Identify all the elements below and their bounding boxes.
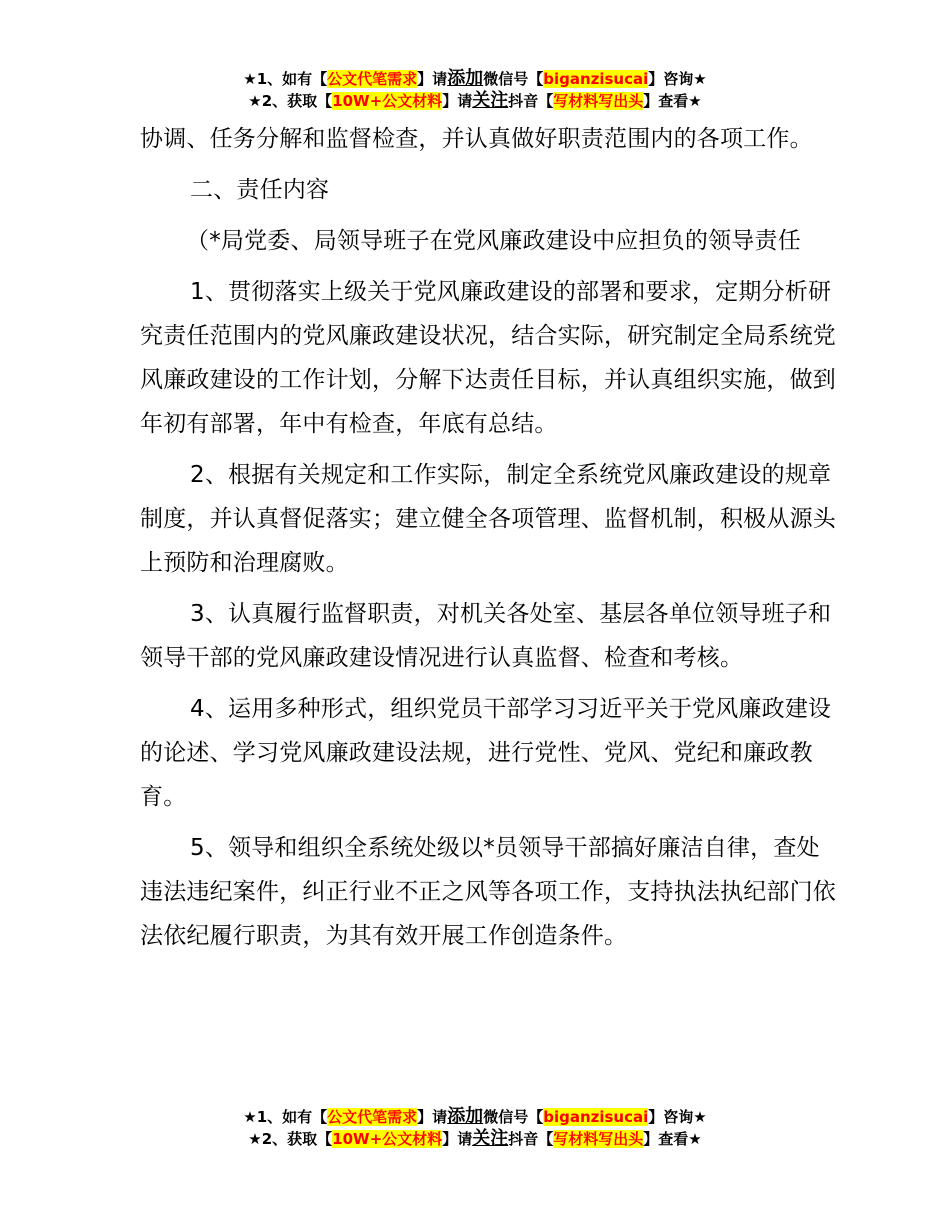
section-heading: 二、责任内容 [190, 177, 330, 203]
paragraph-item-3: 3、认真履行监督职责，对机关各处室、基层各单位领导班子和领导干部的党风廉政建设情况进行认真监督、检查和考核。 [140, 601, 832, 671]
banner-text: 】查看★ [643, 92, 702, 110]
banner-text: 抖音【 [508, 92, 554, 110]
banner-highlight: biganzisucai [543, 1108, 649, 1126]
banner-line-1 [0, 1106, 950, 1128]
banner-underline: 关注 [472, 1128, 509, 1149]
paragraph-continuation: 协调、任务分解和监督检查，并认真做好职责范围内的各项工作。 [140, 126, 813, 152]
banner-text: ★2、获取【 [248, 1130, 333, 1148]
banner-underline: 关注 [472, 90, 509, 111]
banner-line-2 [0, 90, 950, 112]
banner-highlight: 10W+公文材料 [332, 92, 443, 110]
banner-text: 微信号【 [483, 70, 544, 88]
banner-text: 】请 [442, 1130, 473, 1148]
header-banner [0, 68, 950, 112]
banner-text: 】咨询★ [648, 70, 707, 88]
banner-text: ★2、获取【 [248, 92, 333, 110]
banner-text: 抖音【 [508, 1130, 554, 1148]
banner-text: 】请 [417, 70, 448, 88]
banner-text: 微信号【 [483, 1108, 544, 1126]
paragraph-item-2: 2、根据有关规定和工作实际，制定全系统党风廉政建设的规章制度，并认真督促落实；建立健全各项管理、监督机制，积极从源头上预防和治理腐败。 [140, 462, 836, 576]
footer-banner [0, 1106, 950, 1150]
banner-highlight: 写材料写出头 [553, 92, 644, 110]
paragraph-item-5: 5、领导和组织全系统处级以*员领导干部搞好廉洁自律，查处违法违纪案件，纠正行业不正之风等各项工作，支持执法执纪部门依法依纪履行职责，为其有效开展工作创造条件。 [140, 835, 836, 949]
banner-highlight: biganzisucai [543, 70, 649, 88]
document-body [140, 117, 840, 965]
banner-underline: 添加 [447, 1106, 484, 1127]
banner-text: ★1、如有【 [243, 70, 328, 88]
banner-text: 】查看★ [643, 1130, 702, 1148]
banner-highlight: 10W+公文材料 [332, 1130, 443, 1148]
banner-text: 】请 [442, 92, 473, 110]
paragraph-item-4: 4、运用多种形式，组织党员干部学习习近平关于党风廉政建设的论述、学习党风廉政建设法规，进行党性、党风、党纪和廉政教育。 [140, 696, 832, 810]
banner-text: 】咨询★ [648, 1108, 707, 1126]
banner-line-1 [0, 68, 950, 90]
subsection-heading: （*局党委、局领导班子在党风廉政建设中应担负的领导责任 [186, 228, 801, 254]
banner-text: ★1、如有【 [243, 1108, 328, 1126]
paragraph-item-1: 1、贯彻落实上级关于党风廉政建设的部署和要求，定期分析研究责任范围内的党风廉政建设状况，结合实际，研究制定全局系统党风廉政建设的工作计划，分解下达责任目标，并认真组织实施，做到年初有部署，年中有检查，年底有总结。 [140, 279, 836, 437]
banner-highlight: 公文代笔需求 [327, 1108, 418, 1126]
banner-underline: 添加 [447, 68, 484, 89]
banner-text: 】请 [417, 1108, 448, 1126]
banner-highlight: 写材料写出头 [553, 1130, 644, 1148]
banner-highlight: 公文代笔需求 [327, 70, 418, 88]
banner-line-2 [0, 1128, 950, 1150]
